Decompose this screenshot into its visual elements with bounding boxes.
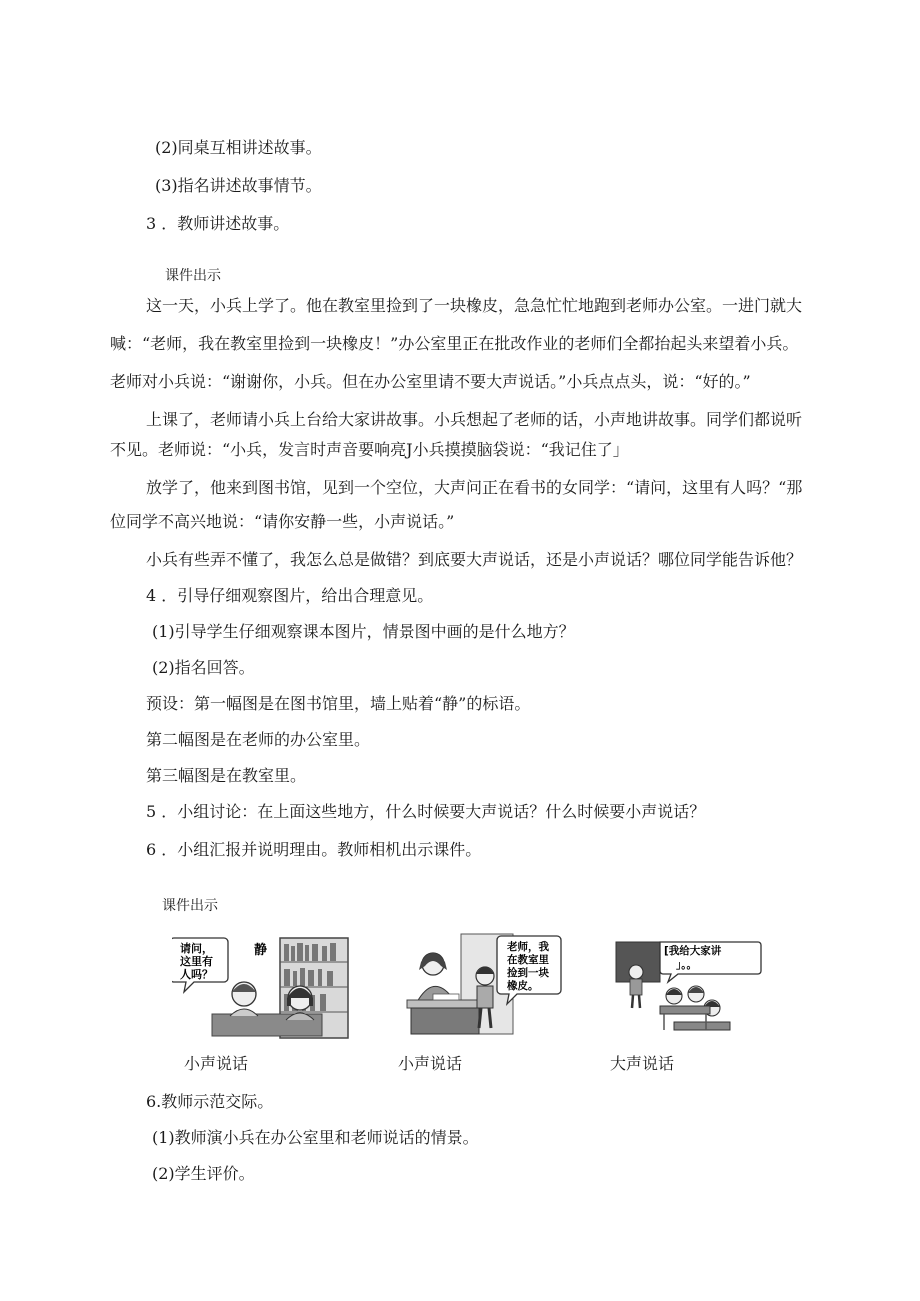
text-line: 第三幅图是在教室里。 <box>146 766 307 785</box>
figure-classroom <box>614 938 762 1036</box>
figure-caption: 大声说话 <box>610 1054 675 1073</box>
section-heading: 3 ．教师讲述故事。 <box>146 214 290 233</box>
bubble-text: 捡到一块 <box>507 967 549 979</box>
story-paragraph-line: 喊：“老师，我在教室里捡到一块橡皮！”办公室里正在批改作业的老师们全都抬起头来望着小兵。 <box>110 334 799 353</box>
classroom-illustration <box>614 938 762 1032</box>
story-paragraph-line: 不见。老师说：“小兵，发言时声音要响亮J小兵摸摸脑袋说：“我记住了」 <box>110 440 629 459</box>
bubble-text: 请问， <box>180 942 213 955</box>
bubble-text: 在教室里 <box>507 954 549 966</box>
bubble-text: 人吗？ <box>180 968 213 981</box>
section-heading: 5 ．小组讨论：在上面这些地方，什么时候要大声说话？什么时候要小声说话？ <box>146 802 706 821</box>
courseware-label: 课件出示 <box>165 268 221 284</box>
story-paragraph-line: 上课了，老师请小兵上台给大家讲故事。小兵想起了老师的话，小声地讲故事。同学们都说听 <box>146 410 803 429</box>
bubble-text: 橡皮。 <box>507 980 539 992</box>
figure-office <box>403 932 563 1044</box>
bubble-text: [我给大家讲 <box>664 945 722 957</box>
library-illustration <box>172 932 352 1040</box>
bubble-text: 这里有 <box>180 955 213 968</box>
figure-caption: 小声说话 <box>398 1054 463 1073</box>
section-heading: 6.教师示范交际。 <box>146 1092 274 1111</box>
quiet-sign: 静 <box>254 943 268 958</box>
text-line: (1)引导学生仔细观察课本图片，情景图中画的是什么地方？ <box>152 622 575 641</box>
text-line: 第二幅图是在老师的办公室里。 <box>146 730 371 749</box>
text-line: (3)指名讲述故事情节。 <box>155 176 322 195</box>
story-paragraph-line: 这一天，小兵上学了。他在教室里捡到了一块橡皮，急急忙忙地跑到老师办公室。一进门就大 <box>146 296 803 315</box>
story-paragraph-line: 小兵有些弄不懂了，我怎么总是做错？到底要大声说话，还是小声说话？哪位同学能告诉他？ <box>146 550 803 569</box>
story-paragraph-line: 老师对小兵说：“谢谢你，小兵。但在办公室里请不要大声说话。”小兵点点头，说：“好的。” <box>110 372 751 391</box>
courseware-label: 课件出示 <box>162 898 218 914</box>
story-paragraph-line: 位同学不高兴地说：“请你安静一些，小声说话。” <box>110 512 455 531</box>
bubble-text: 老师，我 <box>507 941 549 953</box>
text-line: (2)同桌互相讲述故事。 <box>155 138 322 157</box>
bubble-text: 」。。 <box>676 959 697 971</box>
figure-caption: 小声说话 <box>184 1054 249 1073</box>
story-paragraph-line: 放学了，他来到图书馆，见到一个空位，大声问正在看书的女同学：“请问，这里有人吗？“那 <box>146 478 803 497</box>
figure-library <box>172 932 352 1044</box>
text-line: 预设：第一幅图是在图书馆里，墙上贴着“静”的标语。 <box>146 694 531 713</box>
text-line: (2)学生评价。 <box>152 1164 255 1183</box>
office-illustration <box>403 932 563 1040</box>
section-heading: 6 ．小组汇报并说明理由。教师相机出示课件。 <box>146 840 482 859</box>
text-line: (1)教师演小兵在办公室里和老师说话的情景。 <box>152 1128 479 1147</box>
text-line: (2)指名回答。 <box>152 658 255 677</box>
section-heading: 4 ．引导仔细观察图片，给出合理意见。 <box>146 586 434 605</box>
